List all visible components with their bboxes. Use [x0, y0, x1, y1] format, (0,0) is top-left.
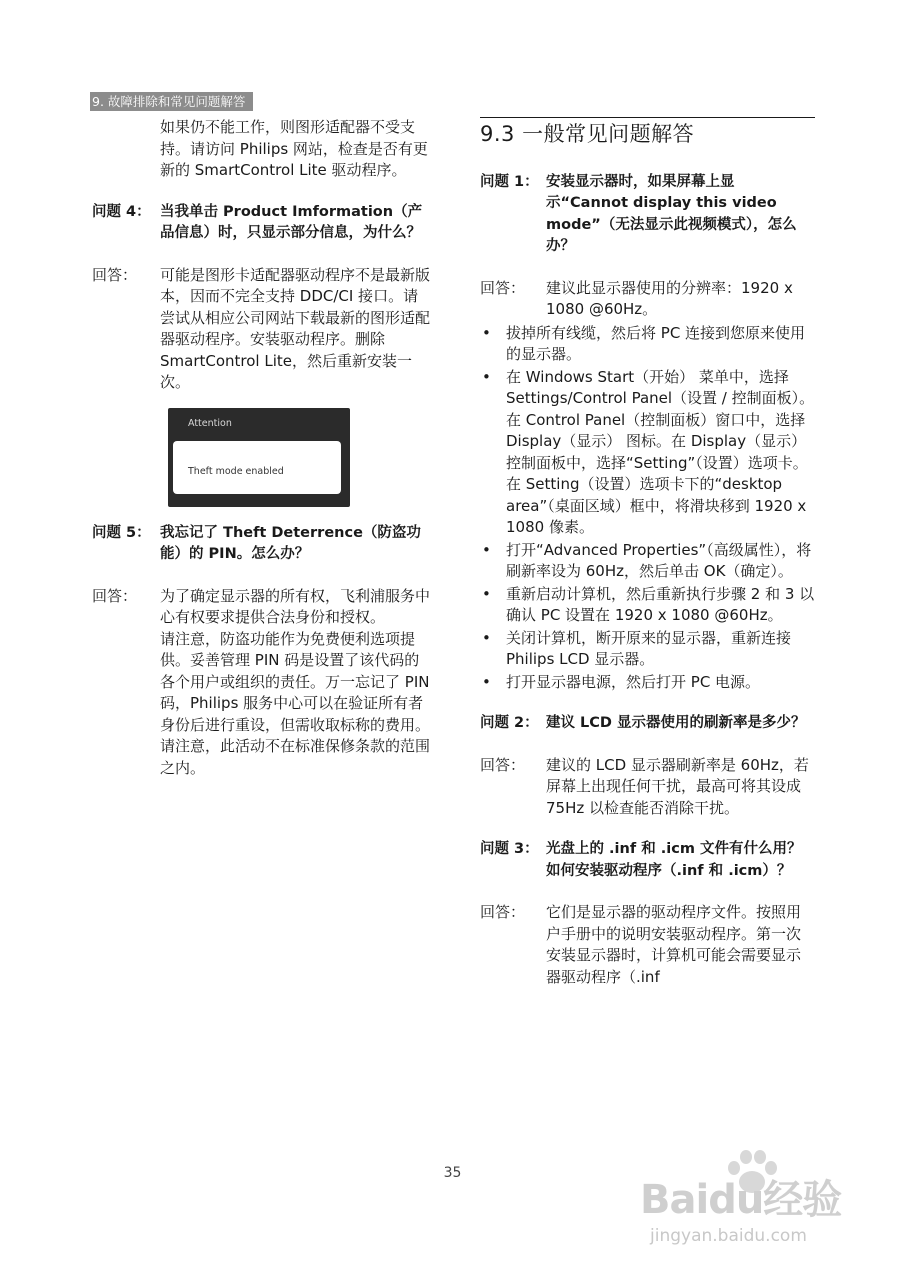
answer-label: 回答：: [480, 903, 526, 921]
right-column: [480, 117, 815, 1008]
question-text: 当我单击 Product Imformation（产品信息）时，只显示部分信息，为什么？: [160, 203, 423, 241]
answer-text: 它们是显示器的驱动程序文件。按照用户手册中的说明安装驱动程序。第一次安装显示器时，计算机可能会需要显示器驱动程序（.inf: [546, 903, 802, 986]
list-item: • 拔掉所有线缆，然后将 PC 连接到您原来使用的显示器。: [480, 323, 815, 366]
answer-paragraph-2: 请注意，防盗功能作为免费便利选项提供。妥善管理 PIN 码是设置了该代码的各个用户或组织的责任。万一忘记了 PIN 码，Philips 服务中心可以在验证所有者身份后进行重设，但需收取标称的费用。请注意，此活动不在标准保修条款的范围之内。: [160, 629, 431, 777]
list-item: • 重新启动计算机，然后重新执行步骤 2 和 3 以确认 PC 设置在 1920 x 1080 @60Hz。: [480, 584, 815, 627]
question-label: 问题 3：: [480, 841, 539, 857]
answer-label: 回答：: [480, 278, 526, 297]
question-2: [480, 713, 815, 735]
answer-4: [92, 265, 432, 394]
dialog-message: Theft mode enabled: [188, 465, 284, 477]
answer-text: 可能是图形卡适配器驱动程序不是最新版本，因而不完全支持 DDC/CI 接口。请尝试从相应公司网站下载最新的图形适配器驱动程序。安装驱动程序。删除 SmartControl Lite，然后重新安装一次。: [160, 265, 431, 391]
answer-5: [92, 586, 432, 780]
dialog-title: Attention: [188, 417, 232, 429]
answer-paragraph-1: 为了确定显示器的所有权，飞利浦服务中心有权要求提供合法身份和授权。: [160, 586, 431, 626]
section-title: 9.3 一般常见问题解答: [480, 117, 815, 146]
watermark-url: jingyan.baidu.com: [650, 1226, 807, 1246]
watermark-logo: Baidu经验: [640, 1177, 842, 1223]
list-item: • 在 Windows Start（开始） 菜单中，选择 Settings/Control Panel（设置 / 控制面板）。 在 Control Panel（控制面板）窗口中，选择 Display（显示） 图标。在 Display（显示） 控制面板中，选择“Setting”（设置）选项卡。 在 Setting（设置）选项卡下的“desktop area”（桌面区域）框中，将滑块移到 1920 x 1080 像素。: [480, 367, 815, 539]
continued-answer: 如果仍不能工作，则图形适配器不受支持。请访问 Philips 网站，检查是否有更新的 SmartControl Lite 驱动程序。: [160, 118, 428, 179]
page-number: 35: [443, 1165, 462, 1181]
question-label: 问题 4：: [92, 203, 151, 220]
question-text: 建议 LCD 显示器使用的刷新率是多少？: [546, 715, 806, 731]
answer-label: 回答：: [480, 755, 526, 774]
question-text: 我忘记了 Theft Deterrence（防盗功能）的 PIN。怎么办？: [160, 524, 421, 562]
list-item: • 关闭计算机，断开原来的显示器，重新连接 Philips LCD 显示器。: [480, 628, 815, 671]
answer-text: 建议此显示器使用的分辨率：1920 x 1080 @60Hz。: [546, 278, 793, 318]
question-label: 问题 1：: [480, 173, 539, 190]
question-3: [480, 839, 815, 882]
question-5: [92, 523, 432, 566]
question-label: 问题 2：: [480, 715, 539, 731]
baidu-watermark: [640, 1148, 850, 1258]
question-text: 安装显示器时，如果屏幕上显示“Cannot display this video mode”（无法显示此视频模式），怎么办？: [546, 173, 797, 254]
answer-2: [480, 755, 815, 820]
attention-dialog-screenshot: [168, 408, 350, 507]
answer-text: [160, 586, 432, 780]
question-label: 问题 5：: [92, 524, 151, 541]
list-item: • 打开显示器电源，然后打开 PC 电源。: [480, 672, 815, 694]
steps-list: [480, 323, 815, 694]
answer-label: 回答：: [92, 265, 138, 284]
answer-label: 回答：: [92, 586, 138, 605]
answer-1: [480, 278, 815, 321]
list-item: • 打开“Advanced Properties”（高级属性），将刷新率设为 60Hz，然后单击 OK（确定）。: [480, 540, 815, 583]
question-4: [92, 202, 432, 245]
left-column: [92, 117, 432, 799]
answer-3: [480, 902, 815, 988]
chapter-header: 9. 故障排除和常见问题解答: [90, 92, 253, 111]
question-text: 光盘上的 .inf 和 .icm 文件有什么用？ 如何安装驱动程序（.inf 和 .icm）？: [546, 841, 802, 879]
question-1: [480, 172, 815, 258]
answer-text: 建议的 LCD 显示器刷新率是 60Hz，若屏幕上出现任何干扰，最高可将其设成 75Hz 以检查能否消除干扰。: [546, 755, 809, 817]
dialog-body: [173, 441, 341, 494]
